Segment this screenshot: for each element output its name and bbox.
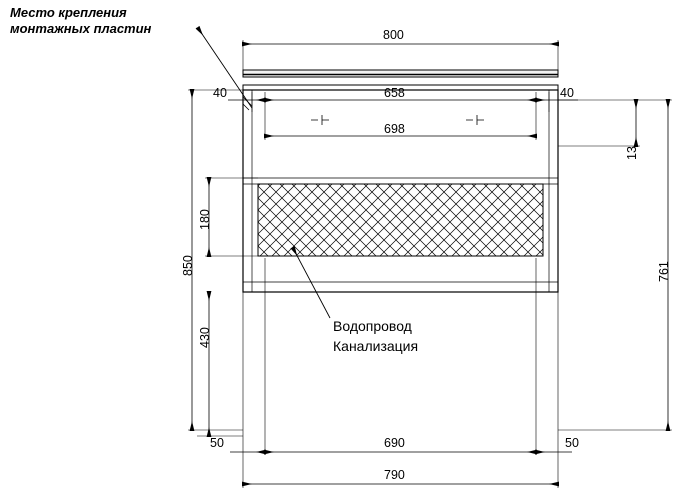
cabinet-outline bbox=[243, 70, 558, 292]
dim-inner-width-lower: 698 bbox=[384, 122, 405, 136]
dim-left-bottom-height: 430 bbox=[198, 327, 212, 348]
dim-left-offset-top: 40 bbox=[213, 86, 227, 100]
dim-left-total-height: 850 bbox=[181, 255, 195, 276]
dim-top-width: 800 bbox=[383, 28, 404, 42]
annotation-water-supply: Водопровод bbox=[333, 318, 412, 334]
dim-bottom-total: 790 bbox=[384, 468, 405, 482]
dim-right-offset-top: 40 bbox=[560, 86, 574, 100]
dim-right-small: 13 bbox=[625, 146, 639, 160]
dim-inner-width-upper: 658 bbox=[384, 86, 405, 100]
dim-bottom-left-offset: 50 bbox=[210, 436, 224, 450]
annotation-mount-plates-line1: Место крепления bbox=[10, 5, 127, 20]
dim-left-mid-height: 180 bbox=[198, 209, 212, 230]
dim-right-height: 761 bbox=[657, 261, 671, 282]
dim-bottom-inner: 690 bbox=[384, 436, 405, 450]
annotation-mount-plates-line2: монтажных пластин bbox=[10, 21, 152, 36]
service-zone-hatch bbox=[258, 184, 543, 256]
dim-bottom-right-offset: 50 bbox=[565, 436, 579, 450]
annotation-sewerage: Канализация bbox=[333, 338, 419, 354]
